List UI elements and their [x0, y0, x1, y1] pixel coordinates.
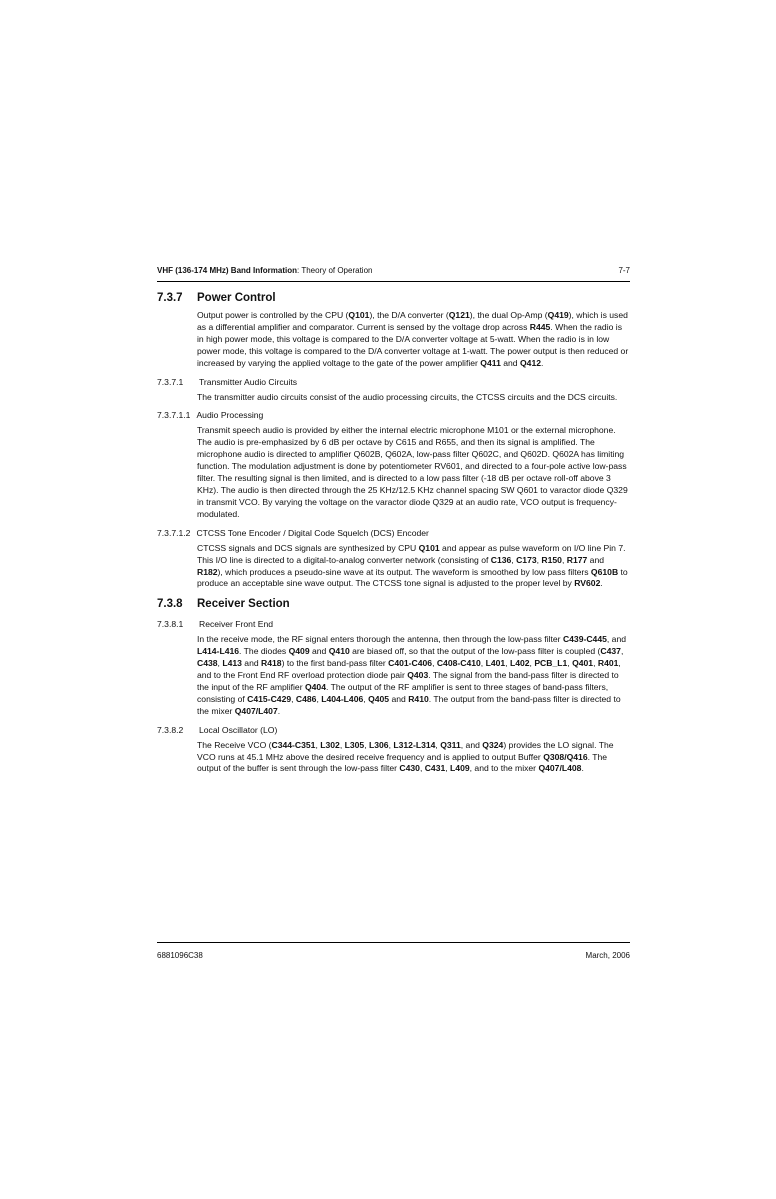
part-reference: Q324 — [482, 739, 504, 750]
header-rule — [157, 281, 630, 282]
text-run: The Receive VCO ( — [197, 739, 272, 750]
part-reference: Q409 — [288, 646, 310, 657]
running-header — [157, 265, 630, 281]
part-reference: L312-L314 — [393, 739, 436, 750]
part-reference: Q121 — [448, 310, 470, 320]
text-run: . The output of the RF amplifier is sent to three stages of band-pass filters, consisting of — [197, 681, 609, 704]
text-run: , — [363, 693, 369, 704]
part-reference: L404-L406 — [321, 693, 364, 704]
text-run: Transmit speech audio is provided by either the internal electric microphone M101 or the external microphone. The audio is pre-emphasized by 6 dB per octave by C615 and R655, and then its signal is amplified. The microphone audio is directed to amplifier Q602B, Q602A, low-pass filter Q602C, and Q602D. Q602A has limiting function. The modulation adjustment is done by potentiometer RV601, and directed to a four-pole active low-pass filter. The resulting signal is then limited, and is directed to a low pass filter (-18 dB per octave roll-off above 3 KHz). The audio is then directed through the 25 KHz/12.5 KHz channel spacing SW Q601 to varactor diode Q329 in transmit VCO. By varying the voltage on the varactor diode Q329 at an audio rate, VCO output is frequency-modulated. — [197, 425, 628, 519]
text-run: . The diodes — [239, 646, 289, 657]
part-reference: Q405 — [368, 693, 390, 704]
header-page-number: 7-7 — [618, 266, 630, 275]
text-run: , — [567, 658, 573, 669]
part-reference: Q410 — [328, 646, 350, 657]
text-run: and — [309, 646, 329, 657]
text-run: , — [511, 554, 517, 565]
part-reference: Q411 — [480, 357, 501, 368]
text-run: . — [600, 578, 603, 589]
part-reference: C431 — [424, 763, 446, 774]
footer-doc-number: 6881096C38 — [157, 951, 203, 960]
part-reference: C401-C406 — [388, 658, 433, 669]
part-reference: R177 — [566, 554, 588, 565]
text-run: , — [480, 658, 486, 669]
part-reference: C415-C429 — [247, 693, 292, 704]
header-title-bold: VHF (136-174 MHz) Band Information — [157, 266, 298, 275]
text-run: . The output from the band-pass filter is directed to the mixer — [197, 693, 621, 716]
part-reference: Q419 — [547, 310, 569, 320]
part-reference: C439-C445 — [562, 634, 607, 645]
part-reference: L306 — [369, 739, 389, 750]
text-run: and appear as pulse waveform on I/O line Pin 7. This I/O line is directed to a digital-to-analog converter network (consisting of — [197, 542, 626, 565]
subsection-heading — [157, 409, 630, 421]
subsection-heading — [157, 618, 630, 630]
part-reference: Q610B — [590, 566, 619, 577]
part-reference: C438 — [197, 658, 218, 669]
subsection-heading — [157, 376, 630, 388]
part-reference: C173 — [516, 554, 537, 565]
text-run: , and to the mixer — [469, 763, 539, 774]
subsection-paragraph — [197, 425, 630, 520]
text-run: CTCSS signals and DCS signals are synthesized by CPU — [197, 542, 419, 553]
text-run: , — [217, 658, 223, 669]
section-number: 7.3.8 — [157, 598, 183, 611]
text-run: ), the D/A converter ( — [369, 310, 449, 320]
text-run: . When the radio is in high power mode, this voltage is compared to the D/A converter voltage at 5-watt. When the radio is in low power mode, this voltage is compared to the D/A converter voltage at 1-watt. The power output is then reduced or increased by varying the applied voltage to the gate of the power amplifier — [197, 321, 629, 368]
text-run: . The signal from the band-pass filter is directed to the input of the RF amplifier — [197, 670, 619, 692]
text-run: , — [445, 763, 451, 774]
text-run: , — [432, 658, 437, 669]
part-reference: R410 — [408, 693, 429, 704]
text-run: are biased off, so that the output of the low-pass filter is coupled ( — [349, 646, 601, 657]
subsection-paragraph — [197, 543, 630, 591]
subsection-number: 7.3.7.1.1 — [157, 410, 191, 421]
subsection-title: Local Oscillator (LO) — [199, 724, 278, 735]
part-reference: Q403 — [407, 670, 429, 681]
subsection-title: CTCSS Tone Encoder / Digital Code Squelch (DCS) Encoder — [196, 527, 429, 538]
section-heading — [157, 290, 630, 306]
text-run: , — [561, 554, 567, 565]
subsection-title: Transmitter Audio Circuits — [199, 376, 298, 387]
part-reference: C486 — [295, 693, 317, 704]
part-reference: L409 — [450, 763, 470, 774]
text-run: and — [500, 357, 520, 368]
footer-date: March, 2006 — [585, 951, 630, 960]
section-paragraph — [197, 310, 630, 370]
text-run: . — [541, 357, 544, 368]
part-reference: Q412 — [519, 357, 542, 368]
section-title: Power Control — [197, 292, 276, 304]
text-run: , — [339, 739, 345, 750]
text-run: ), the dual Op-Amp ( — [469, 310, 548, 320]
text-run: . The output of the buffer is sent through the low-pass filter — [197, 751, 608, 774]
subsection-number: 7.3.7.1.2 — [157, 527, 191, 538]
text-run: , — [593, 658, 598, 669]
text-run: , and — [460, 739, 483, 750]
text-run: ) provides the LO signal. The VCO runs at 45.1 MHz above the desired receive frequency and is applied to output Buffer — [197, 739, 614, 762]
text-run: Output power is controlled by the CPU ( — [197, 310, 349, 320]
part-reference: Q101 — [418, 542, 440, 553]
subsection-number: 7.3.8.1 — [157, 619, 184, 630]
text-run: , — [505, 658, 510, 669]
part-reference: C430 — [399, 763, 420, 774]
section-heading — [157, 596, 630, 612]
header-title — [157, 265, 372, 277]
footer-rule — [157, 942, 630, 943]
part-reference: C408-C410 — [436, 658, 481, 669]
subsection-heading — [157, 527, 630, 539]
part-reference: Q401 — [572, 658, 594, 669]
text-run: , — [291, 693, 296, 704]
text-run: to produce an acceptable sine wave output. The CTCSS tone signal is adjusted to the proper level by — [197, 566, 628, 589]
subsection-paragraph — [197, 634, 630, 717]
text-run: , — [364, 739, 369, 750]
text-run: and — [587, 554, 605, 565]
part-reference: C437 — [600, 646, 621, 657]
text-run: , — [419, 763, 425, 774]
part-reference: R418 — [261, 658, 282, 669]
text-run: ) to the first band-pass filter — [281, 658, 389, 669]
text-run: The transmitter audio circuits consist of the audio processing circuits, the CTCSS circuits and the DCS circuits. — [197, 391, 618, 402]
subsection-paragraph — [197, 392, 630, 404]
part-reference: L402 — [509, 658, 530, 669]
subsection-number: 7.3.8.2 — [157, 724, 184, 735]
part-reference: L305 — [344, 739, 365, 750]
subsection-number: 7.3.7.1 — [157, 376, 184, 387]
subsection-paragraph — [197, 740, 630, 776]
text-run: , and — [606, 634, 627, 645]
section-number: 7.3.7 — [157, 292, 183, 304]
text-run: ), which is used as a differential amplifier and comparator. Current is sensed by the voltage drop across — [197, 310, 628, 332]
subsection-title: Receiver Front End — [199, 619, 274, 630]
part-reference: PCB_L1 — [534, 658, 568, 669]
part-reference: R445 — [529, 321, 551, 332]
text-run: , — [388, 739, 394, 750]
page-body — [157, 290, 630, 777]
subsection-heading — [157, 724, 630, 736]
text-run: , and to the Front End RF overload protection diode pair — [197, 658, 621, 681]
text-run: , — [529, 658, 535, 669]
text-run: , — [435, 739, 441, 750]
text-run: ), which produces a pseudo-sine wave at its output. The waveform is smoothed by low pass filters — [217, 566, 591, 577]
part-reference: L414-L416 — [197, 646, 240, 657]
header-title-rest: : Theory of Operation — [297, 266, 373, 275]
text-run: . — [581, 763, 584, 774]
section-title: Receiver Section — [197, 598, 290, 611]
part-reference: Q407/L408 — [538, 763, 582, 774]
text-run: and — [241, 658, 262, 669]
part-reference: R182 — [197, 566, 218, 577]
text-run: , — [620, 646, 624, 657]
part-reference: Q407/L407 — [234, 705, 278, 716]
part-reference: R401 — [597, 658, 619, 669]
part-reference: R150 — [541, 554, 562, 565]
text-run: , — [536, 554, 542, 565]
part-reference: L401 — [485, 658, 506, 669]
part-reference: L413 — [222, 658, 242, 669]
text-run: . — [277, 705, 281, 716]
part-reference: C136 — [490, 554, 512, 565]
text-run: , — [315, 739, 321, 750]
part-reference: Q311 — [440, 739, 461, 750]
part-reference: Q404 — [304, 681, 326, 692]
part-reference: L302 — [320, 739, 340, 750]
part-reference: C344-C351 — [271, 739, 316, 750]
part-reference: RV602 — [574, 578, 601, 589]
part-reference: Q101 — [348, 310, 370, 320]
text-run: , — [316, 693, 322, 704]
text-run: In the receive mode, the RF signal enters thorough the antenna, then through the low-pass filter — [197, 634, 563, 645]
part-reference: Q308/Q416 — [543, 751, 588, 762]
subsection-title: Audio Processing — [196, 410, 264, 421]
text-run: and — [389, 693, 409, 704]
